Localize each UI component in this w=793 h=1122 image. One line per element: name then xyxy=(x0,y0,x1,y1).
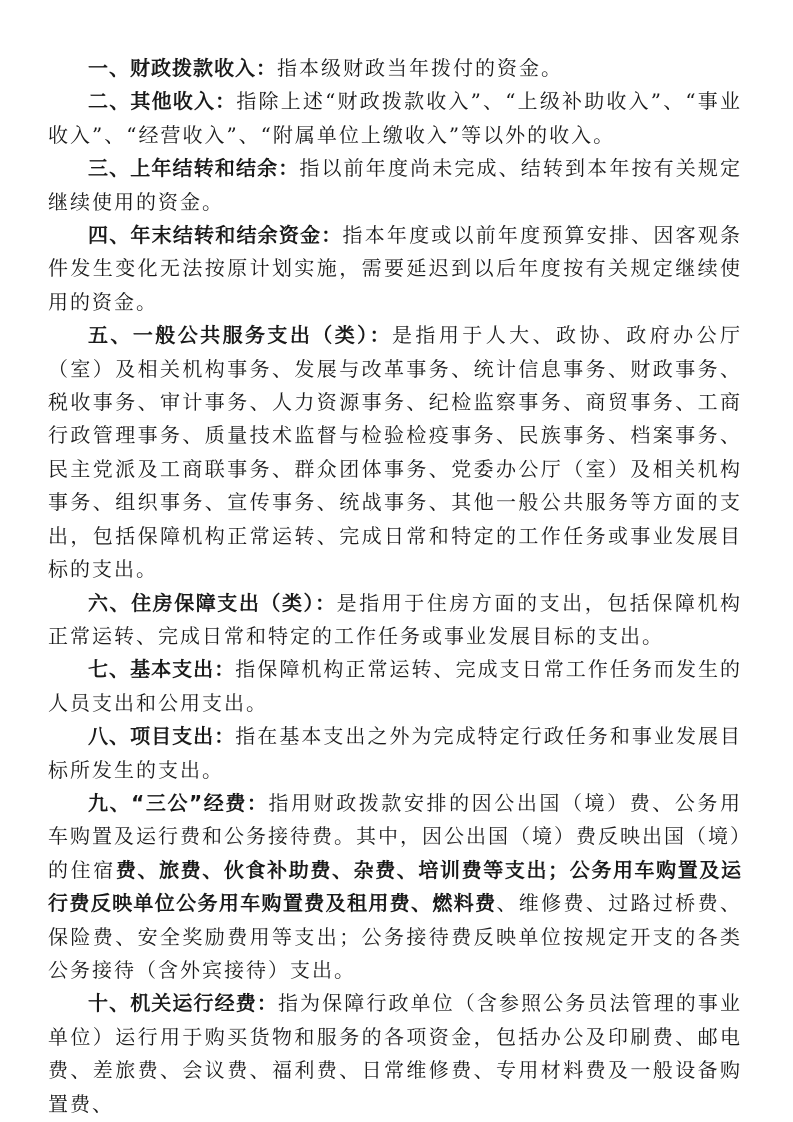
term-label: 三、上年结转和结余： xyxy=(88,156,300,181)
definition-paragraph-1 xyxy=(48,52,742,85)
term-label: 六、住房保障支出（类）： xyxy=(88,590,337,615)
definition-text: 指在基本支出之外为完成特定行政任务和事业发展目标所发生的支出。 xyxy=(48,724,743,782)
term-label: 七、基本支出： xyxy=(88,657,236,682)
definition-text: 指保障机构正常运转、完成支日常工作任务而发生的人员支出和公用支出。 xyxy=(48,657,743,715)
definition-text: 是指用于人大、政协、政府办公厅（室）及相关机构事务、发展与改革事务、统计信息事务、财政事务、税收事务、审计事务、人力资源事务、纪检监察事务、商贸事务、工商行政管理事务、质量技术监督与检验检疫事务、民族事务、档案事务、民主党派及工商联事务、群众团体事务、党委办公厅（室）及相关机构事务、组织事务、宣传事务、统战事务、其他一般公共服务等方面的支出，包括保障机构正常运转、完成日常和特定的工作任务或事业发展目标的支出。 xyxy=(48,323,742,582)
definition-paragraph-10 xyxy=(48,987,742,1121)
term-label: 五、一般公共服务支出（类）： xyxy=(88,323,392,348)
definition-text: 指用财政拨款安排的因公出国（境）费、公务用车购置及运行费和公务接待费。其中，因公出国（境）费反映出国（境）的住宿 xyxy=(48,790,743,882)
definition-text: 指为保障行政单位（含参照公务员法管理的事业单位）运行用于购买货物和服务的各项资金，包括办公及印刷费、邮电费、差旅费、会议费、福利费、日常维修费、专用材料费及一般设备购置费、 xyxy=(48,991,743,1116)
definition-paragraph-9 xyxy=(48,787,742,987)
definition-paragraph-2 xyxy=(48,85,742,152)
definition-text-bold: 费、旅费、伙食补助费、杂费、培训费等支出；公务用车购置及运行费反映单位公务用车购置费及租用费、燃料费 xyxy=(48,857,743,916)
term-label: 四、年末结转和结余资金： xyxy=(88,223,343,248)
term-label: 九、“三公”经费： xyxy=(88,790,269,815)
term-label: 十、机关运行经费： xyxy=(88,991,278,1016)
definition-paragraph-6 xyxy=(48,587,742,654)
term-label: 一、财政拨款收入： xyxy=(88,56,277,80)
definition-paragraph-3 xyxy=(48,152,742,219)
document-page xyxy=(48,52,742,1121)
definition-text: 、维修费、过路过桥费、保险费、安全奖励费用等支出；公务接待费反映单位按规定开支的各类公务接待（含外宾接待）支出。 xyxy=(48,891,743,982)
definition-paragraph-4 xyxy=(48,219,742,319)
definition-text: 指本年度或以前年度预算安排、因客观条件发生变化无法按原计划实施，需要延迟到以后年度按有关规定继续使用的资金。 xyxy=(48,223,743,314)
definition-paragraph-7 xyxy=(48,653,742,720)
definition-text: 指本级财政当年拨付的资金。 xyxy=(277,56,563,80)
definition-text: 是指用于住房方面的支出，包括保障机构正常运转、完成日常和特定的工作任务或事业发展目标的支出。 xyxy=(48,590,743,648)
definition-text: 指除上述“财政拨款收入”、“上级补助收入”、“事业收入”、“经营收入”、“附属单位上缴收入”等以外的收入。 xyxy=(48,89,742,147)
definition-paragraph-8 xyxy=(48,720,742,787)
term-label: 八、项目支出： xyxy=(88,724,236,749)
term-label: 二、其他收入： xyxy=(88,89,237,114)
definition-text: 指以前年度尚未完成、结转到本年按有关规定继续使用的资金。 xyxy=(48,156,743,214)
definition-paragraph-5 xyxy=(48,319,742,586)
